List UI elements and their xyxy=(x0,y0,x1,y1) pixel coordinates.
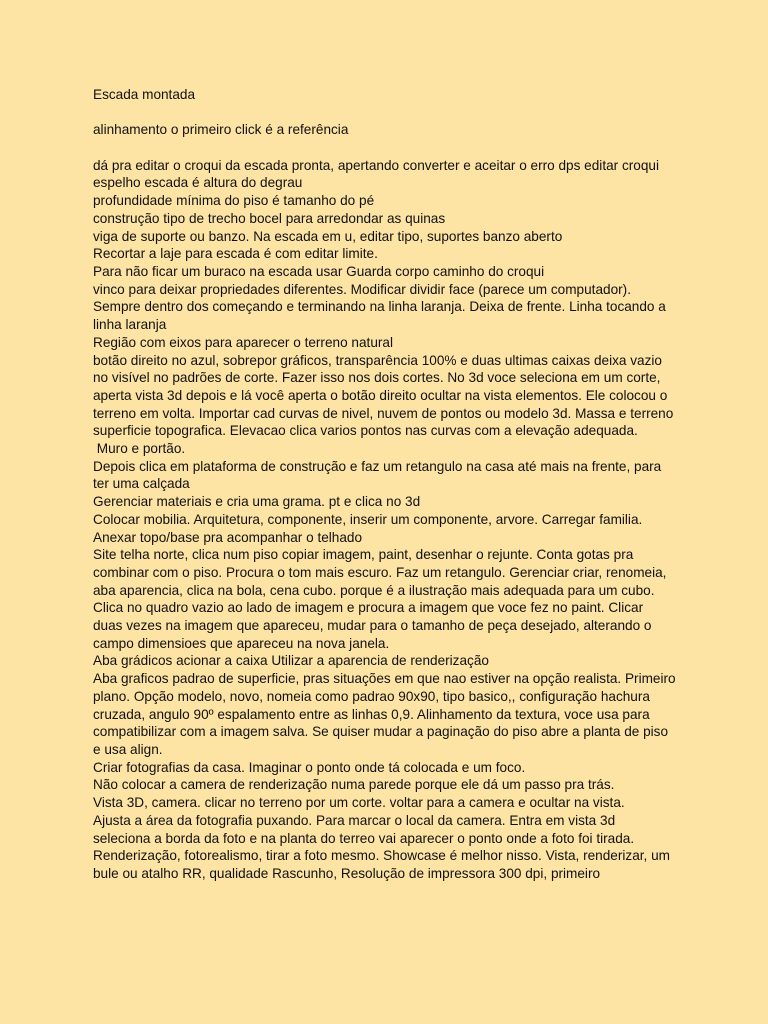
body-paragraph: espelho escada é altura do degrau xyxy=(93,175,303,191)
body-paragraph: Não colocar a camera de renderização numa parede porque ele dá um passo pra trás. xyxy=(93,777,615,793)
body-paragraph: Site telha norte, clica num piso copiar imagem, paint, desenhar o rejunte. Conta gotas pra combinar com o piso. Procura o tom mais escuro. Faz um retangulo. Gerenciar criar, renomeia, aba aparencia, clica na bola, cena cubo. porque é a ilustração mais adequada para um cubo. Clica no quadro vazio ao lado de imagem e procura a imagem que voce fez no paint. Clicar duas vezes na imagem que apareceu, mudar para o tamanho de peça desejado, alterando o campo dimensioes que apareceu na nova janela. xyxy=(93,547,671,651)
body-paragraph: Colocar mobilia. Arquitetura, componente, inserir um componente, arvore. Carregar familia. xyxy=(93,511,643,527)
body-paragraph: dá pra editar o croqui da escada pronta, apertando converter e aceitar o erro dps editar croqui xyxy=(93,157,659,173)
intro-paragraph: alinhamento o primeiro click é a referência xyxy=(93,122,349,138)
document-title: Escada montada xyxy=(93,87,196,102)
body-paragraph: Renderização, fotorealismo, tirar a foto mesmo. Showcase é melhor nisso. Vista, renderizar, um bule ou atalho RR, qualidade Rascunho, Resolução de impressora 300 dpi, primeiro xyxy=(93,848,674,881)
body-paragraph: Para não ficar um buraco na escada usar Guarda corpo caminho do croqui xyxy=(93,264,545,279)
body-paragraph: Criar fotografias da casa. Imaginar o ponto onde tá colocada e um foco. xyxy=(93,759,526,775)
body-paragraph: Aba graficos padrao de superficie, pras situações em que nao estiver na opção realista. Primeiro plano. Opção modelo, novo, nomeia como padrao 90x90, tipo basico,, configuração hachura cruzada, angulo 90º espalamento entre as linhas 0,9. Alinhamento da textura, voce usa para compatibilizar com a imagem salva. Se quiser mudar a paginação do piso abre a planta de piso e usa align. xyxy=(93,671,680,757)
body-paragraph: Muro e portão. xyxy=(93,441,186,457)
body-paragraph: Gerenciar materiais e cria uma grama. pt e clica no 3d xyxy=(93,494,421,510)
body-paragraph: profundidade mínima do piso é tamanho do pé xyxy=(93,193,375,209)
spacer xyxy=(93,104,676,122)
body-paragraph: construção tipo de trecho bocel para arredondar as quinas xyxy=(93,210,446,226)
body-paragraph: Depois clica em plataforma de construção e faz um retangulo na casa até mais na frente, para ter uma calçada xyxy=(93,458,666,492)
body-paragraph: viga de suporte ou banzo. Na escada em u, editar tipo, suportes banzo aberto xyxy=(93,228,563,244)
body-paragraph: Aba grádicos acionar a caixa Utilizar a aparencia de renderização xyxy=(93,653,489,669)
body-paragraph: Anexar topo/base pra acompanhar o telhado xyxy=(93,529,363,545)
body-paragraph: vinco para deixar propriedades diferentes. Modificar dividir face (parece um computador). Sempre dentro dos começando e terminando na linha laranja. Deixa de frente. Linha tocando a linha laranja xyxy=(93,281,670,333)
body-paragraph: botão direito no azul, sobrepor gráficos, transparência 100% e duas ultimas caixas deixa vazio no visível no padrões de corte. Fazer isso nos dois cortes. No 3d voce seleciona em um corte, aperta vista 3d depois e lá você aperta o botão direito ocultar na vista elementos. Ele colocou o terreno em volta. Importar cad curvas de nivel, nuvem de pontos ou modelo 3d. Massa e terreno superficie topografica. Elevacao clica varios pontos nas curvas com a elevação adequada. xyxy=(93,352,678,439)
body-paragraph: Vista 3D, camera. clicar no terreno por um corte. voltar para a camera e ocultar na vista. xyxy=(93,795,625,811)
spacer xyxy=(93,139,676,157)
body-paragraph: Ajusta a área da fotografia puxando. Para marcar o local da camera. Entra em vista 3d seleciona a borda da foto e na planta do terreo vai aparecer o ponto onde a foto foi tirada. xyxy=(93,812,635,846)
body-paragraph: Região com eixos para aparecer o terreno natural xyxy=(93,334,393,350)
body-paragraph: Recortar a laje para escada é com editar limite. xyxy=(93,246,378,262)
